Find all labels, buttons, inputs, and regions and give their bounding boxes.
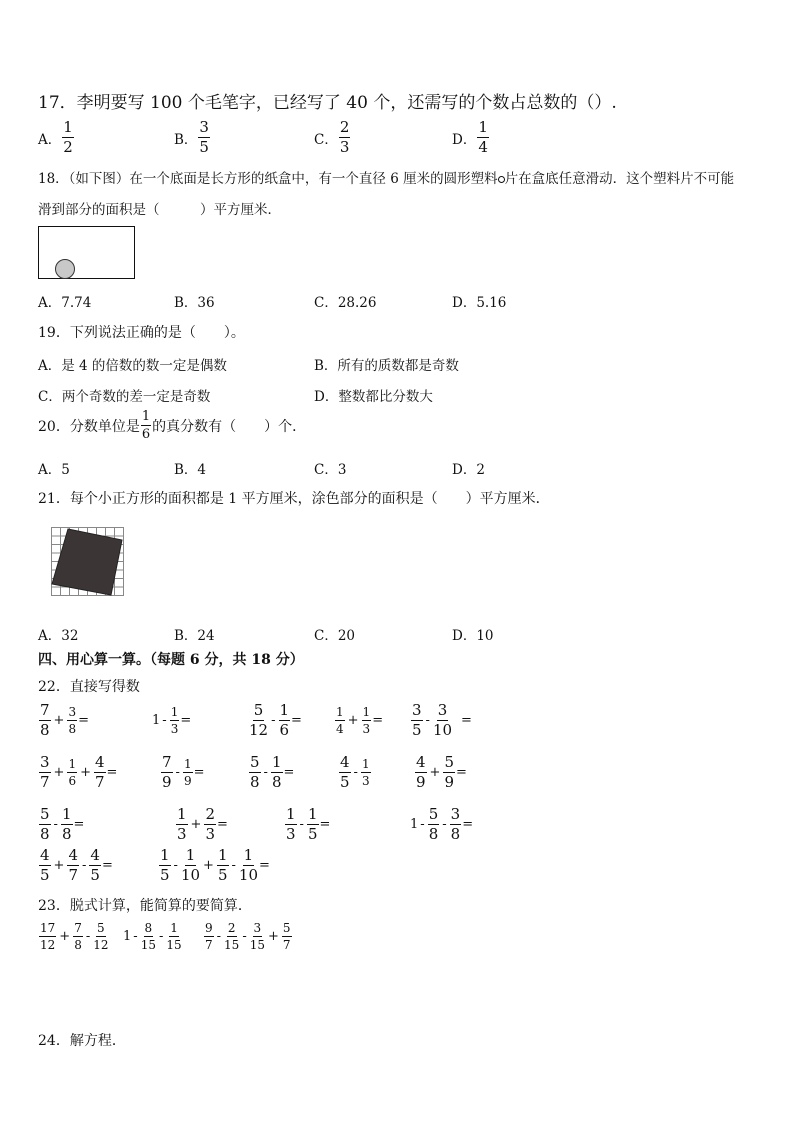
q22-expr-11: $\frac{5}{8}$ - $\frac{1}{8}$ = (40, 805, 85, 843)
q23-expr-1: $\frac{17}{12}$ + $\frac{7}{8}$ - $\frac{5}{12}$ (40, 921, 109, 952)
q22-expr-8: $\frac{5}{8}$ - $\frac{1}{8}$ = (250, 753, 295, 791)
q22-expr-1: $\frac{7}{8}$ + $\frac{3}{8}$ = (40, 701, 89, 739)
q21-option-a: A．32 (38, 628, 79, 644)
q17-option-c: C． $\frac{2}{3}$ (314, 118, 350, 156)
q22-expr-6: $\frac{3}{7}$ + $\frac{1}{6}$ + $\frac{4}{7}$ = (40, 753, 118, 791)
question-19-text: 19．下列说法正确的是（ ）。 (38, 325, 245, 341)
q22-expr-7: $\frac{7}{9}$ - $\frac{1}{9}$ = (162, 753, 205, 791)
q20-option-b: B．4 (174, 462, 207, 478)
q20-option-c: C．3 (314, 462, 347, 478)
grid-shaded-square-figure (48, 526, 128, 598)
question-21-text: 21．每个小正方形的面积都是 1 平方厘米，涂色部分的面积是（ ）平方厘米． (38, 491, 550, 507)
q21-option-d: D．10 (452, 628, 494, 644)
q21-option-b: B．24 (174, 628, 215, 644)
q18-option-c: C．28.26 (314, 295, 377, 311)
box-outline (39, 227, 135, 279)
q19-option-b: B．所有的质数都是奇数 (314, 358, 459, 374)
shaded-tilted-square (52, 529, 122, 595)
q17-option-d: D． $\frac{1}{4}$ (452, 118, 488, 156)
q22-expr-15: $\frac{4}{5}$ + $\frac{4}{7}$ - $\frac{4}{5}$ = (40, 846, 113, 884)
section-4-heading: 四、用心算一算。（每题 6 分，共 18 分） (38, 652, 304, 668)
q22-expr-14: 1 - $\frac{5}{8}$ - $\frac{3}{8}$ = (410, 805, 474, 843)
small-circle-icon (498, 176, 505, 183)
q19-option-d: D．整数都比分数大 (314, 389, 433, 405)
q22-expr-16: $\frac{1}{5}$ - $\frac{1}{10}$ + $\frac{1}{5}$ - $\frac{1}{10}$ = (160, 846, 270, 884)
q22-expr-5: $\frac{3}{5}$ - $\frac{3}{10}$ = (412, 701, 472, 739)
q22-expr-9: $\frac{4}{5}$ - $\frac{1}{3}$ (340, 753, 370, 791)
q23-expr-2: 1 - $\frac{8}{15}$ - $\frac{1}{15}$ (123, 921, 182, 952)
question-23-title: 23．脱式计算，能简算的要简算． (38, 898, 252, 914)
q19-option-c: C．两个奇数的差一定是奇数 (38, 389, 211, 405)
question-24-title: 24．解方程． (38, 1033, 126, 1049)
q23-expr-3: $\frac{9}{7}$ - $\frac{2}{15}$ - $\frac{3}{15}$ + $\frac{5}{7}$ (205, 921, 291, 952)
question-18-line1: 18．（如下图）在一个底面是长方形的纸盒中，有一个直径 6 厘米的圆形塑料 片在盒底任意滑动．这个塑料片不可能 (38, 171, 735, 187)
q18-option-b: B．36 (174, 295, 215, 311)
q17-option-a: A． $\frac{1}{2}$ (38, 118, 73, 156)
box-with-circle-figure (38, 226, 136, 280)
q21-option-c: C．20 (314, 628, 356, 644)
q22-expr-3: $\frac{5}{12}$ - $\frac{1}{6}$ = (249, 701, 302, 739)
q18-option-a: A．7.74 (38, 295, 92, 311)
q20-option-d: D．2 (452, 462, 485, 478)
q22-expr-4: $\frac{1}{4}$ + $\frac{1}{3}$ = (336, 705, 384, 736)
question-22-title: 22．直接写得数 (38, 679, 140, 695)
question-18-line2: 滑到部分的面积是（ ）平方厘米． (38, 202, 281, 218)
q22-expr-13: $\frac{1}{3}$ - $\frac{1}{5}$ = (286, 805, 331, 843)
question-17-text: 17．李明要写 100 个毛笔字，已经写了 40 个，还需写的个数占总数的（）. (38, 93, 617, 113)
question-20-text: 20．分数单位是 $\frac{1}{6}$ 的真分数有（ ）个． (38, 409, 307, 442)
q22-expr-10: $\frac{4}{9}$ + $\frac{5}{9}$ = (416, 753, 467, 791)
q19-option-a: A．是 4 的倍数的数一定是偶数 (38, 358, 227, 374)
q22-expr-2: 1 - $\frac{1}{3}$ = (152, 705, 192, 736)
q22-expr-12: $\frac{1}{3}$ + $\frac{2}{3}$ = (177, 805, 228, 843)
q17-option-b: B． $\frac{3}{5}$ (174, 118, 209, 156)
plastic-circle (56, 260, 75, 279)
q18-option-d: D．5.16 (452, 295, 507, 311)
q20-option-a: A．5 (38, 462, 70, 478)
